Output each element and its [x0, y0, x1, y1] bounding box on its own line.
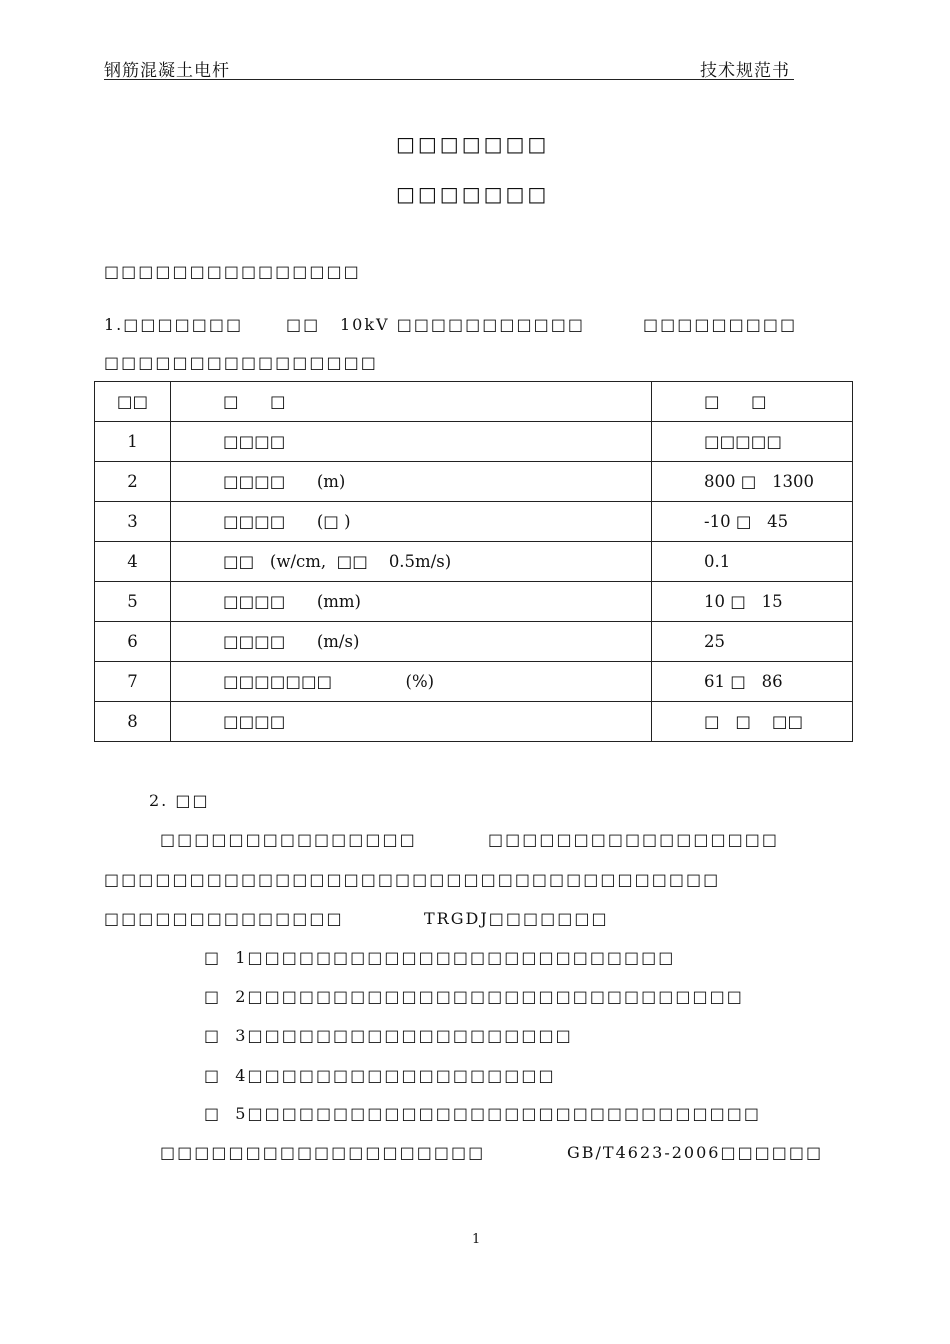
header-left-title: 钢筋混凝土电杆 [104, 61, 230, 81]
section2-paragraph4-part-a: □□□□□□□□□□□□□□□□□□□ [160, 1143, 486, 1162]
table-row [95, 462, 853, 502]
section1-line1-part-b: □□ [286, 315, 321, 334]
table-cell-item: □□□□ (m) [171, 462, 652, 502]
table-header-row [95, 382, 853, 422]
environment-spec-table [94, 381, 853, 742]
section2-heading: 2. □□ [149, 791, 210, 810]
section1-line1-part-d: □□□□□□□□□ [643, 315, 798, 334]
table-cell-index: 8 [95, 702, 171, 742]
table-cell-value: 61 □ 86 [652, 662, 853, 702]
table-header-cell: □ □ [171, 382, 652, 422]
section2-paragraph3-part-a: □□□□□□□□□□□□□□ [104, 909, 344, 928]
section1-line1-part-a: 1.□□□□□□□ [104, 315, 244, 334]
table-cell-index: 7 [95, 662, 171, 702]
section1-line1-part-c: 10kV □□□□□□□□□□□ [340, 315, 585, 334]
table-cell-value: 800 □ 1300 [652, 462, 853, 502]
list-item: □ 2□□□□□□□□□□□□□□□□□□□□□□□□□□□□□ [204, 987, 744, 1006]
list-item: □ 3□□□□□□□□□□□□□□□□□□□ [204, 1026, 573, 1045]
table-cell-value: □□□□□ [652, 422, 853, 462]
table-cell-value: 25 [652, 622, 853, 662]
table-header-cell: □□ [95, 382, 171, 422]
table-cell-item: □□□□□□□ (%) [171, 662, 652, 702]
section2-paragraph2: □□□□□□□□□□□□□□□□□□□□□□□□□□□□□□□□□□□□ [104, 870, 721, 889]
table-cell-value: □ □ □□ [652, 702, 853, 742]
table-cell-value: -10 □ 45 [652, 502, 853, 542]
table-row [95, 542, 853, 582]
table-cell-index: 3 [95, 502, 171, 542]
table-row [95, 702, 853, 742]
table-cell-index: 1 [95, 422, 171, 462]
table-cell-index: 2 [95, 462, 171, 502]
table-row [95, 422, 853, 462]
table-cell-item: □□□□ (□ ) [171, 502, 652, 542]
table-header-cell: □ □ [652, 382, 853, 422]
intro-paragraph: □□□□□□□□□□□□□□□ [104, 262, 361, 281]
list-item: □ 1□□□□□□□□□□□□□□□□□□□□□□□□□ [204, 948, 676, 967]
table-cell-value: 0.1 [652, 542, 853, 582]
section2-paragraph1-part-b: □□□□□□□□□□□□□□□□□ [488, 830, 779, 849]
table-cell-index: 4 [95, 542, 171, 582]
table-cell-value: 10 □ 15 [652, 582, 853, 622]
header-right-title: 技术规范书 [700, 61, 790, 81]
header-rule [104, 79, 794, 80]
table-cell-item: □□□□ (mm) [171, 582, 652, 622]
table-cell-index: 6 [95, 622, 171, 662]
list-item: □ 5□□□□□□□□□□□□□□□□□□□□□□□□□□□□□□ [204, 1104, 761, 1123]
table-cell-index: 5 [95, 582, 171, 622]
table-row [95, 622, 853, 662]
table-row [95, 582, 853, 622]
table-cell-item: □□□□ [171, 422, 652, 462]
table-cell-item: □□□□ [171, 702, 652, 742]
table-cell-item: □□□□ (m/s) [171, 622, 652, 662]
section1-line2: □□□□□□□□□□□□□□□□ [104, 353, 378, 372]
page-number: 1 [472, 1232, 481, 1247]
table-row [95, 662, 853, 702]
section2-paragraph3-part-b: TRGDJ□□□□□□□ [424, 909, 609, 928]
section2-paragraph4-part-b: GB/T4623-2006□□□□□□ [567, 1143, 824, 1162]
doc-title-line-2: □□□□□□□ [396, 182, 550, 206]
list-item: □ 4□□□□□□□□□□□□□□□□□□ [204, 1066, 556, 1085]
doc-title-line-1: □□□□□□□ [396, 132, 550, 156]
table-cell-item: □□ (w/cm, □□ 0.5m/s) [171, 542, 652, 582]
section2-paragraph1-part-a: □□□□□□□□□□□□□□□ [160, 830, 417, 849]
table-row [95, 502, 853, 542]
